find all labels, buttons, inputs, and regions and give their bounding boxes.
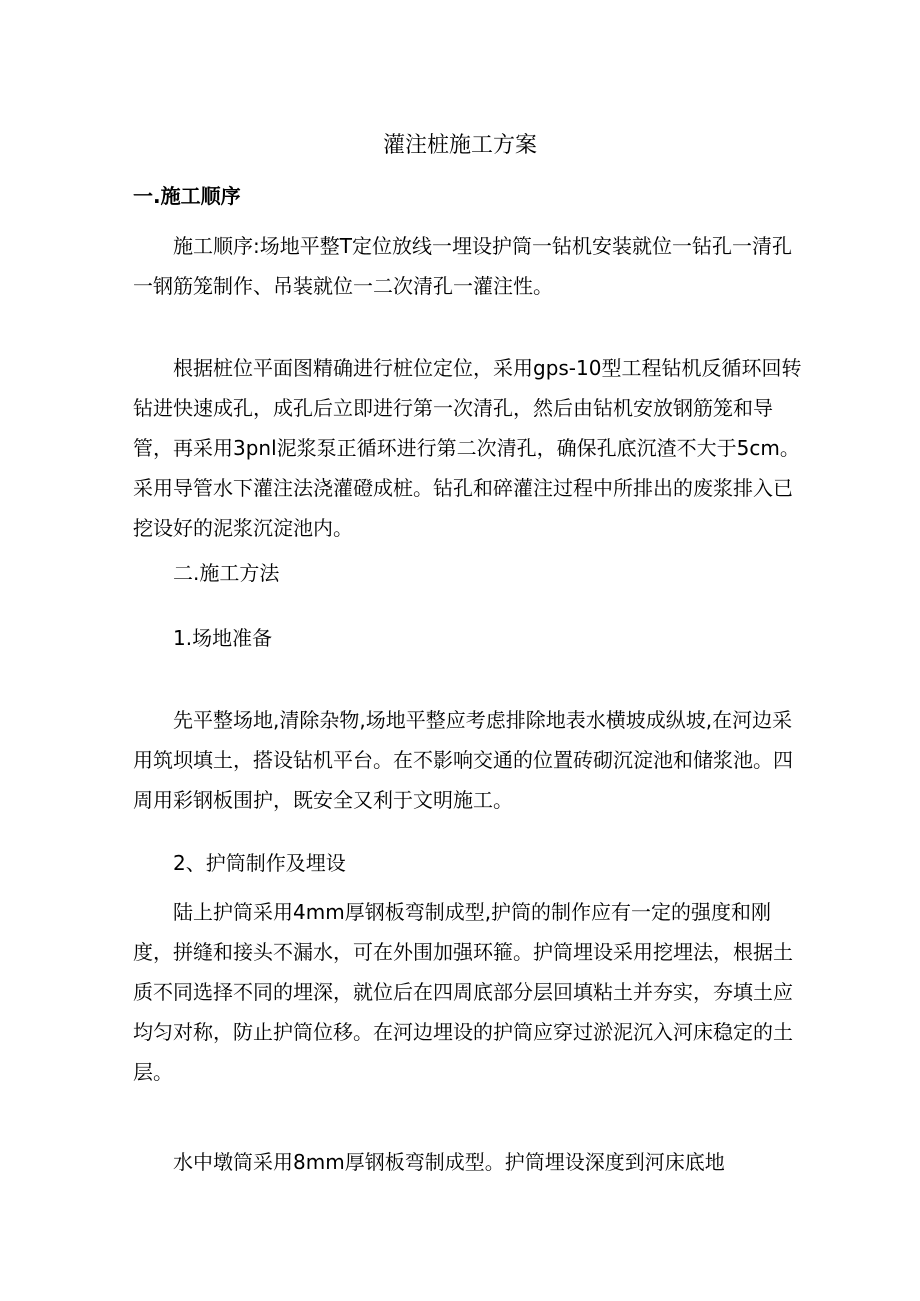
document-title: 灌注桩施工方案 (382, 133, 537, 158)
paragraph-construction-sequence: 施工顺序:场地平整T定位放线一埋设护筒一钻机安装就位一钻孔一清孔一钢筋笼制作、吊装就位一二次清孔一灌注性。 (133, 234, 792, 298)
paragraph-land-casing: 陆上护筒采用4mm厚钢板弯制成型,护筒的制作应有一定的强度和刚度，拼缝和接头不漏水，可在外围加强环箍。护筒埋设采用挖埋法，根据土质不同选择不同的埋深，就位后在四周底部分层回填粘土并夯实，夯填土应均匀对称，防止护筒位移。在河边埋设的护筒应穿过淤泥沉入河床稳定的土层。 (133, 900, 793, 1084)
subsection-heading-casing-fabrication: 2、护筒制作及埋设 (173, 851, 346, 875)
paragraph-site-preparation: 先平整场地,清除杂物,场地平整应考虑排除地表水横坡成纵坡,在河边采用筑坝填土，搭设钻机平台。在不影响交通的位置砖砌沉淀池和储浆池。四周用彩钢板围护，既安全又利于文明施工。 (133, 708, 793, 812)
paragraph-pile-positioning: 根据桩位平面图精确进行桩位定位，采用gps-10型工程钻机反循环回转钻进快速成孔，成孔后立即进行第一次清孔，然后由钻机安放钢筋笼和导管，再采用3pnl泥浆泵正循环进行第二次清孔，确保孔底沉渣不大于5cm。采用导管水下灌注法浇灌磴成桩。钻孔和碎灌注过程中所排出的废浆排入已挖设好的泥浆沉淀池内。 (133, 356, 802, 540)
subsection-heading-site-preparation: 1.场地准备 (173, 626, 273, 650)
section-heading-construction-sequence: 一.施工顺序 (133, 184, 241, 208)
paragraph-water-casing: 水中墩筒采用8mm厚钢板弯制成型。护筒埋设深度到河床底地 (173, 1150, 725, 1174)
section-heading-construction-method: 二.施工方法 (173, 561, 280, 585)
